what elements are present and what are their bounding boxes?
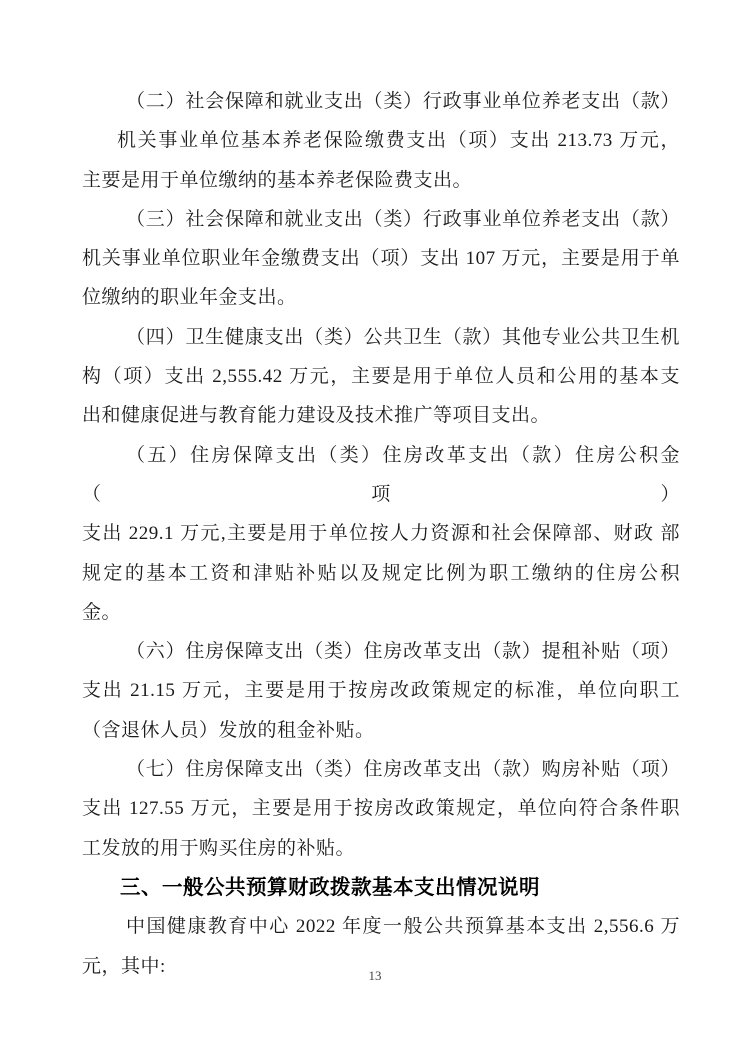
paragraph-line: （七）住房保障支出（类）住房改革支出（款）购房补贴（项） [126, 759, 680, 781]
paragraph-item-7 [82, 750, 680, 868]
paragraph-line: 出和健康促进与教育能力建设及技术推广等项目支出。 [82, 405, 551, 427]
paragraph-item-3 [82, 200, 680, 318]
paragraph-item-2 [82, 82, 680, 200]
paragraph-item-5 [82, 436, 680, 632]
paragraph-line: 位缴纳的职业年金支出。 [82, 287, 297, 309]
paragraph-line: 中国健康教育中心 2022 年度一般公共预算基本支出 2,556.6 万 [126, 916, 680, 938]
paragraph-line: 支出 229.1 万元,主要是用于单位按人力资源和社会保障部、财政 部 [82, 523, 680, 545]
paragraph-line: 工发放的用于购买住房的补贴。 [82, 837, 356, 859]
paragraph-line: 元，其中: [82, 955, 166, 977]
page-number: 13 [368, 968, 382, 983]
section-heading: 三、一般公共预算财政拨款基本支出情况说明 [120, 875, 540, 899]
paragraph-line: 金。 [82, 601, 122, 623]
document-body [82, 82, 680, 986]
paragraph-line: （二）社会保障和就业支出（类）行政事业单位养老支出（款） [126, 91, 680, 112]
paragraph-line: 构（项）支出 2,555.42 万元，主要是用于单位人员和公用的基本支 [82, 366, 680, 388]
paragraph-line: （六）住房保障支出（类）住房改革支出（款）提租补贴（项） [126, 641, 680, 663]
paragraph-item-6 [82, 632, 680, 750]
paragraph-line: （含退休人员）发放的租金补贴。 [82, 719, 375, 741]
paragraph-line: 机关事业单位职业年金缴费支出（项）支出 107 万元，主要是用于单 [82, 248, 680, 270]
paragraph-line: 支出 127.55 万元，主要是用于按房改政策规定，单位向符合条件职 [82, 798, 680, 820]
paragraph-line: 支出 21.15 万元，主要是用于按房改政策规定的标准，单位向职工 [82, 680, 680, 702]
paragraph-line: （四）卫生健康支出（类）公共卫生（款）其他专业公共卫生机 [126, 326, 680, 348]
paragraph-item-4 [82, 318, 680, 436]
paragraph-line: 主要是用于单位缴纳的基本养老保险费支出。 [82, 169, 473, 191]
paragraph-line: 规定的基本工资和津贴补贴以及规定比例为职工缴纳的住房公积 [82, 562, 680, 584]
paragraph-line: （五）住房保障支出（类）住房改革支出（款）住房公积金（项） [82, 444, 680, 505]
paragraph-line: （三）社会保障和就业支出（类）行政事业单位养老支出（款） [126, 208, 680, 230]
paragraph-line: 机关事业单位基本养老保险缴费支出（项）支出 213.73 万元， [117, 130, 680, 152]
